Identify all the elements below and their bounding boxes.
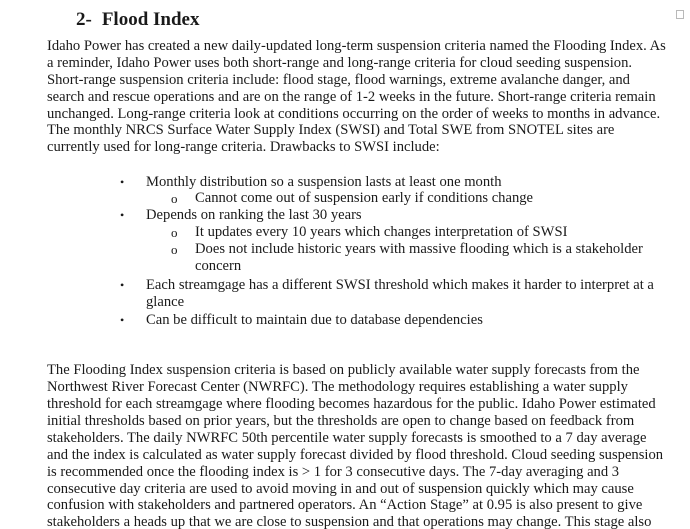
sub-bullet-circle: o — [171, 242, 178, 257]
list-item: Each streamgage has a different SWSI threshold which makes it harder to interpret at a — [146, 277, 654, 293]
intro-line: Idaho Power has created a new daily-updated long-term suspension criteria named the Flooding Index. As — [47, 38, 666, 54]
intro-line: The monthly NRCS Surface Water Supply Index (SWSI) and Total SWE from SNOTEL sites are — [47, 122, 615, 138]
section-heading — [76, 8, 200, 32]
sub-bullet-circle: o — [171, 225, 178, 240]
intro-line: a reminder, Idaho Power uses both short-range and long-range criteria for cloud seeding suspension. — [47, 55, 633, 71]
sub-list-item: Does not include historic years with massive flooding which is a stakeholder — [195, 241, 643, 257]
sub-bullet-circle: o — [171, 191, 178, 206]
body-line: The Flooding Index suspension criteria is based on publicly available water supply forecasts from the — [47, 362, 640, 378]
body-line: Northwest River Forecast Center (NWRFC). The methodology requires establishing a water supply — [47, 379, 628, 395]
body-line: consecutive day criteria are used to avoid moving in and out of suspension quickly which may cause — [47, 481, 634, 497]
bullet-dot: • — [120, 313, 125, 327]
body-line: stakeholders a heads up that we are close to suspension and that operations may change. This stage also — [47, 514, 652, 529]
intro-line: search and rescue operations and are on the range of 1-2 weeks in the future. Short-range criteria remain — [47, 89, 656, 105]
section-title: Flood Index — [101, 9, 200, 30]
bullet-dot: • — [120, 278, 125, 292]
sub-list-item-continuation: concern — [195, 258, 242, 274]
intro-line: Short-range suspension criteria include: flood stage, flood warnings, extreme avalanche danger, and — [47, 72, 630, 88]
list-item-continuation: glance — [146, 294, 185, 310]
list-item: Depends on ranking the last 30 years — [146, 207, 362, 223]
sub-list-item: It updates every 10 years which changes interpretation of SWSI — [195, 224, 568, 240]
body-line: confusion with stakeholders and partnered operators. An “Action Stage” at 0.95 is also present to give — [47, 497, 643, 513]
scan-corner-mark — [676, 10, 684, 19]
intro-line: unchanged. Long-range criteria look at conditions occurring on the order of weeks to months in advance. — [47, 106, 661, 122]
bullet-dot: • — [120, 175, 125, 189]
body-line: is recommended once the flooding index is > 1 for 3 consecutive days. The 7-day averaging and 3 — [47, 464, 620, 480]
body-line: stakeholders. The daily NWRFC 50th percentile water supply forecasts is smoothed to a 7 day average — [47, 430, 647, 446]
sub-list-item: Cannot come out of suspension early if conditions change — [195, 190, 534, 206]
list-item: Monthly distribution so a suspension lasts at least one month — [146, 174, 502, 190]
bullet-dot: • — [120, 208, 125, 222]
body-line: and the index is calculated as water supply forecast divided by flood threshold. Cloud seeding suspension — [47, 447, 664, 463]
body-line: threshold for each streamgage where flooding becomes hazardous for the public. Idaho Power estimated — [47, 396, 656, 412]
intro-line: currently used for long-range criteria. Drawbacks to SWSI include: — [47, 139, 440, 155]
list-item: Can be difficult to maintain due to database dependencies — [146, 312, 483, 328]
section-number: 2- — [76, 9, 92, 30]
body-line: initial thresholds based on prior years, but the thresholds are open to change based on feedback from — [47, 413, 635, 429]
